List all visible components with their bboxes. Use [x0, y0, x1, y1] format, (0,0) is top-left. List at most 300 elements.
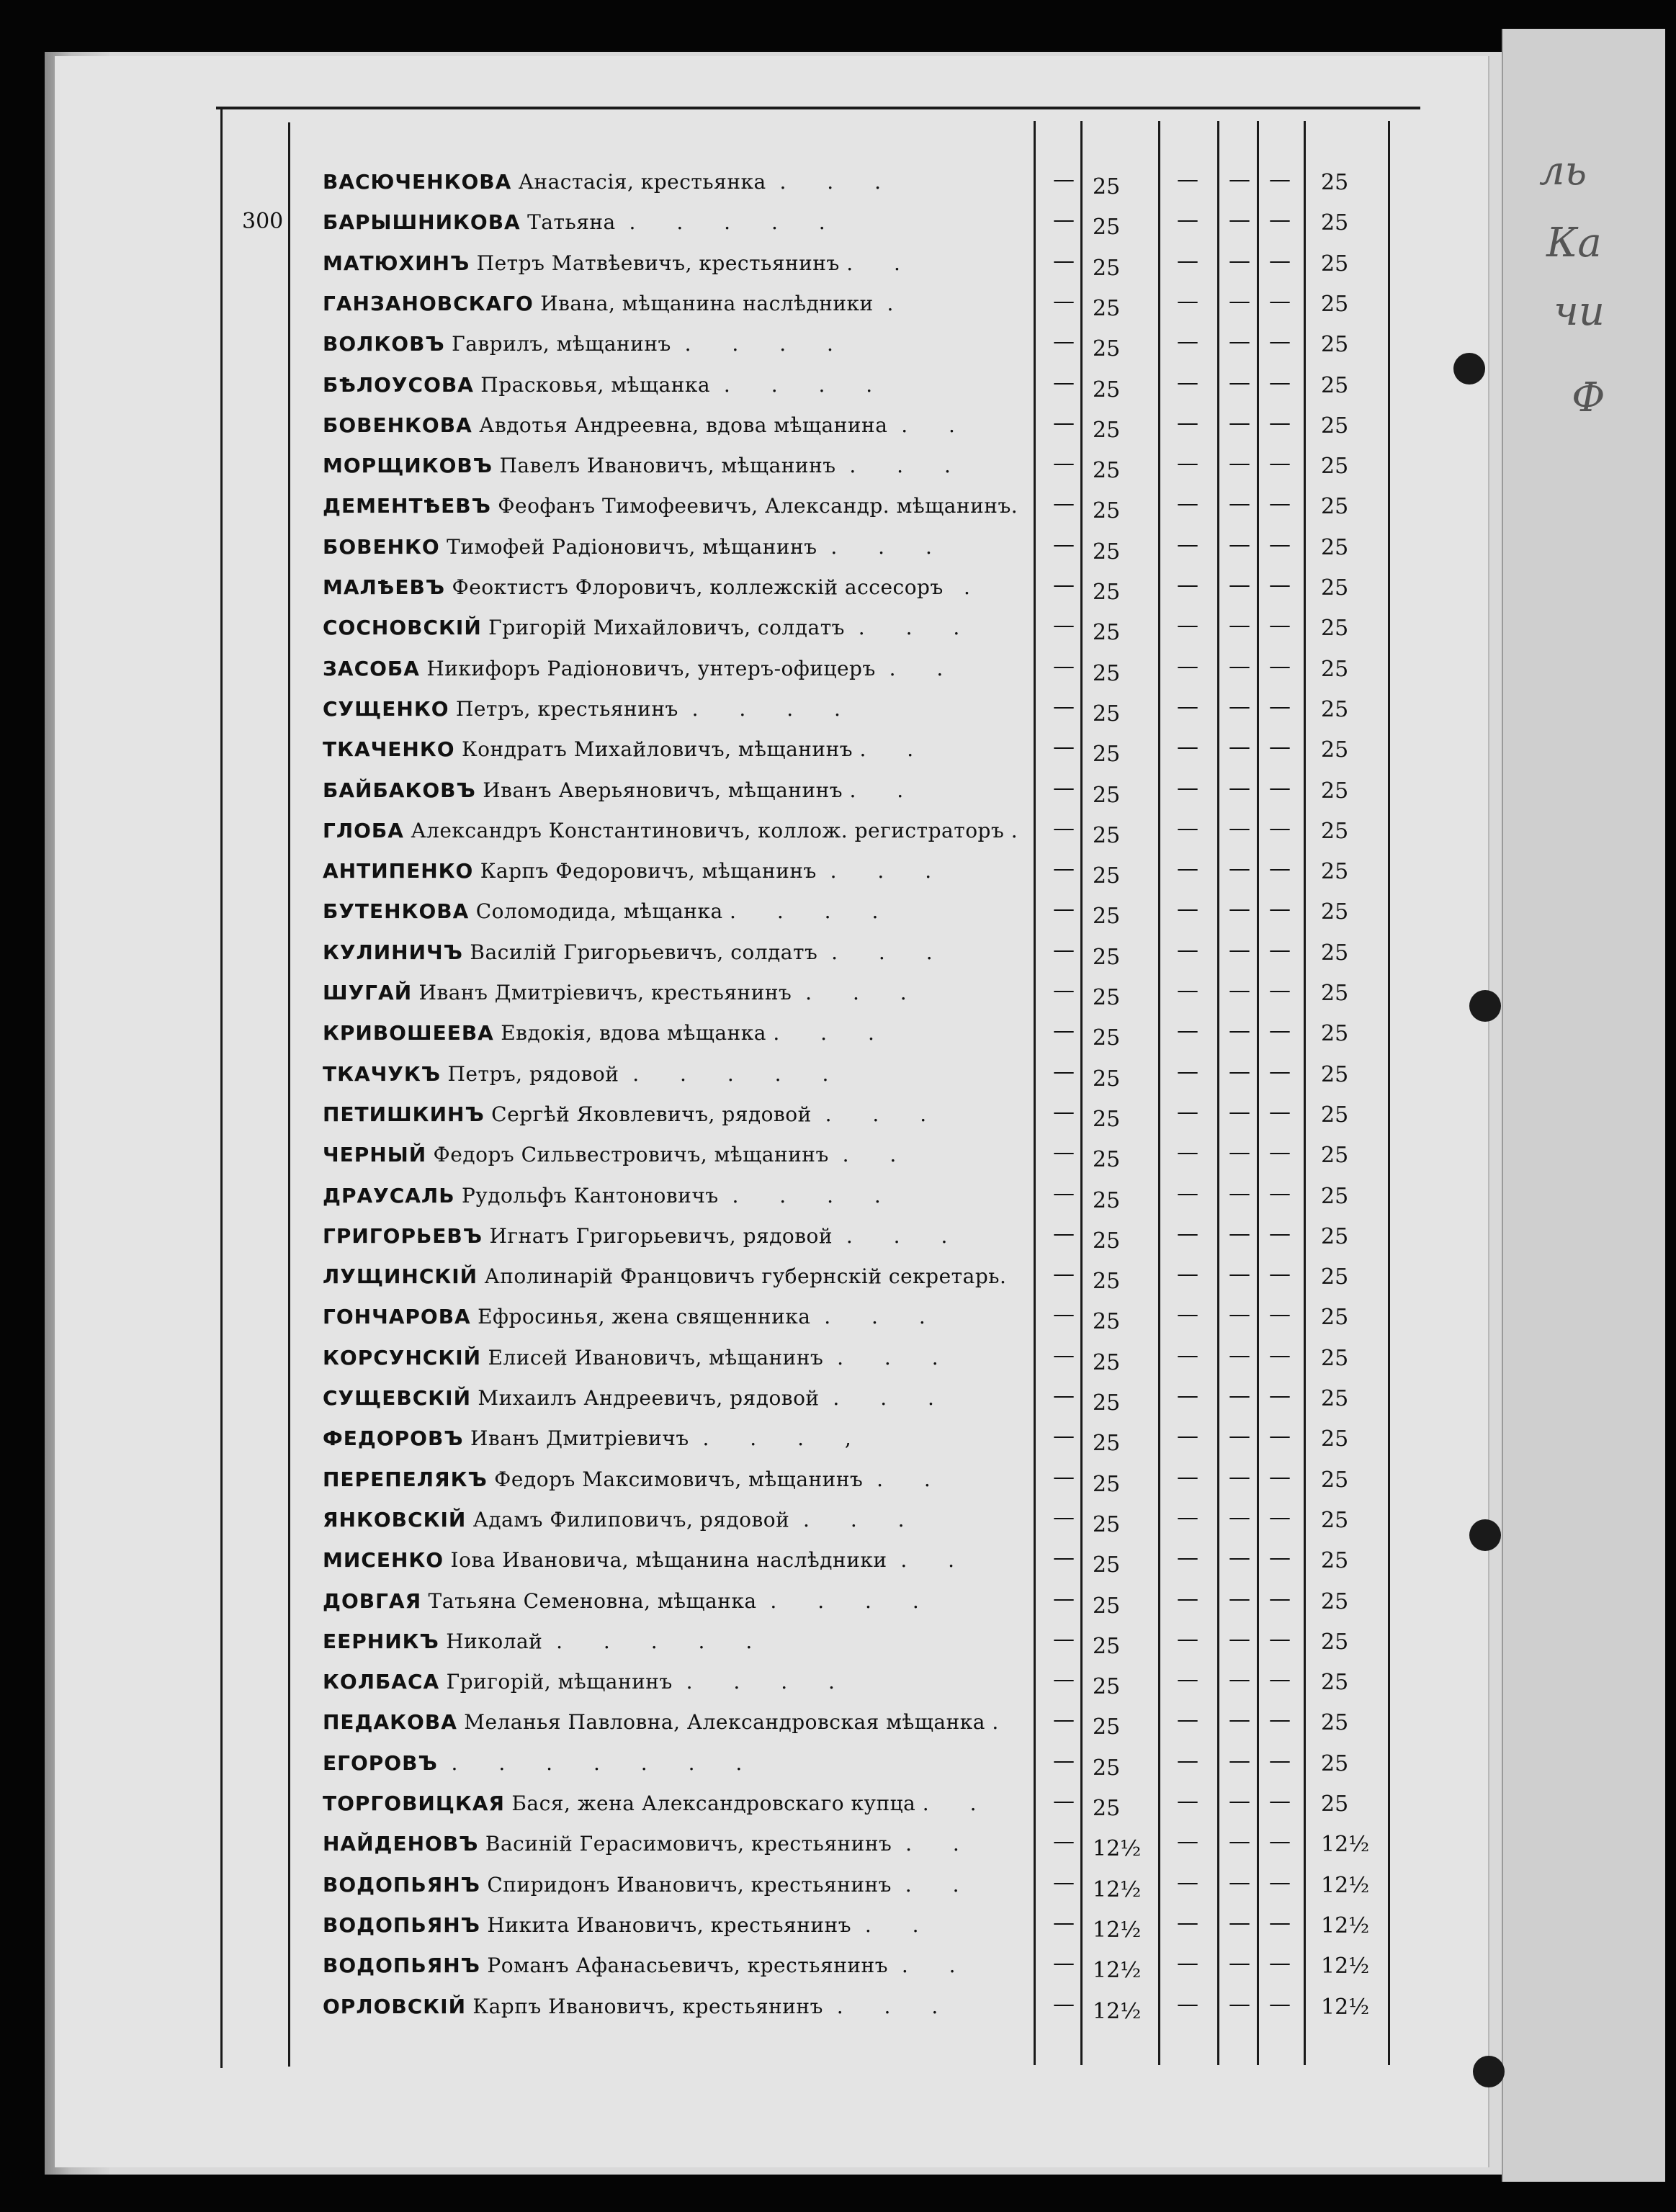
cell-c1: —	[1053, 816, 1075, 841]
cell-c6: 25	[1321, 535, 1349, 560]
cell-c6: 25	[1321, 373, 1349, 398]
person-details: Анастасія, крестьянка	[511, 170, 766, 194]
cell-c4: —	[1229, 1181, 1250, 1206]
dot-leader: . . .	[833, 1224, 948, 1248]
surname: ВОДОПЬЯНЪ	[323, 1954, 480, 1977]
person-entry	[323, 1629, 753, 1653]
dot-leader: . .	[892, 1832, 960, 1856]
cell-c5: —	[1269, 491, 1291, 516]
cell-c6: 25	[1321, 778, 1349, 804]
person-details: Михаилъ Андреевичъ, рядовой	[471, 1386, 820, 1410]
person-details: Николай	[439, 1629, 543, 1653]
cell-c6: 12½	[1321, 1995, 1370, 2020]
cell-c4: —	[1229, 1951, 1250, 1976]
dot-leader: . .	[888, 1954, 956, 1977]
cell-c5: —	[1269, 1627, 1291, 1652]
table-row	[0, 1264, 1676, 1305]
person-entry	[323, 1143, 897, 1166]
person-entry	[323, 1426, 851, 1450]
cell-c4: —	[1229, 1545, 1250, 1570]
cell-c6: 25	[1321, 1062, 1349, 1087]
cell-c3: —	[1177, 1870, 1198, 1895]
person-details: Григорій Михайловичъ, солдатъ	[481, 616, 845, 639]
dot-leader: . . .	[816, 859, 932, 883]
person-entry	[323, 1386, 934, 1410]
surname: КОРСУНСКІЙ	[323, 1346, 482, 1370]
cell-c6: 25	[1321, 1386, 1349, 1411]
person-details: Петръ, рядовой	[441, 1062, 619, 1086]
cell-c4: —	[1229, 1667, 1250, 1692]
cell-c4: —	[1229, 1789, 1250, 1814]
cell-c5: —	[1269, 1545, 1291, 1570]
cell-c5: —	[1269, 816, 1291, 841]
cell-c1: —	[1053, 1748, 1075, 1773]
person-entry	[323, 494, 1018, 518]
surname: ВОДОПЬЯНЪ	[323, 1913, 480, 1937]
cell-c4: —	[1229, 1140, 1250, 1165]
cell-c2: 25	[1093, 174, 1121, 199]
cell-c5: —	[1269, 1465, 1291, 1490]
cell-c1: —	[1053, 370, 1075, 395]
person-details: Сергѣй Яковлевичъ, рядовой	[484, 1102, 812, 1126]
cell-c1: —	[1053, 410, 1075, 436]
cell-c4: —	[1229, 248, 1250, 274]
person-entry	[323, 737, 914, 761]
cell-c4: —	[1229, 1465, 1250, 1490]
cell-c2: 25	[1093, 1269, 1121, 1294]
cell-c6: 25	[1321, 1346, 1349, 1371]
cell-c2: 25	[1093, 1188, 1121, 1213]
person-details: Аполинарій Францовичъ губернскій секретарь.	[478, 1264, 1007, 1288]
cell-c1: —	[1053, 572, 1075, 598]
cell-c1: —	[1053, 1870, 1075, 1895]
cell-c3: —	[1177, 451, 1198, 476]
cell-c2: 25	[1093, 823, 1121, 848]
cell-c3: —	[1177, 1221, 1198, 1246]
cell-c1: —	[1053, 1707, 1075, 1732]
cell-c4: —	[1229, 1748, 1250, 1773]
cell-c1: —	[1053, 1505, 1075, 1530]
person-details: Карпъ Ивановичъ, крестьянинъ	[466, 1995, 823, 2018]
cell-c2: 12½	[1093, 1999, 1142, 2024]
surname: ВАСЮЧЕНКОВА	[323, 170, 512, 194]
person-entry	[323, 1224, 948, 1248]
cell-c1: —	[1053, 451, 1075, 476]
person-details: Иванъ Аверьяновичъ, мѣщанинъ	[475, 778, 843, 802]
person-entry	[323, 819, 1018, 842]
person-details: Спиридонъ Ивановичъ, крестьянинъ	[480, 1873, 892, 1897]
person-entry	[323, 778, 904, 802]
person-entry	[323, 1751, 743, 1775]
dot-leader: . . .	[823, 1995, 938, 2018]
cell-c6: 25	[1321, 1508, 1349, 1533]
cell-c6: 12½	[1321, 1954, 1370, 1979]
cell-c2: 25	[1093, 377, 1121, 403]
cell-c2: 25	[1093, 1228, 1121, 1254]
cell-c6: 25	[1321, 940, 1349, 966]
person-entry	[323, 170, 882, 194]
surname: ДРАУСАЛЬ	[323, 1184, 455, 1208]
cell-c2: 25	[1093, 539, 1121, 565]
table-row	[0, 1992, 1676, 2035]
cell-c6: 25	[1321, 1224, 1349, 1249]
cell-c1: —	[1053, 1140, 1075, 1165]
surname: ГЛОБА	[323, 819, 404, 842]
cell-c1: —	[1053, 1262, 1075, 1287]
table-row	[0, 532, 1676, 575]
surname: МАТЮХИНЪ	[323, 251, 470, 275]
table-row	[0, 1829, 1676, 1872]
person-entry	[323, 859, 932, 883]
cell-c3: —	[1177, 1505, 1198, 1530]
person-details: Федоръ Сильвестровичъ, мѣщанинъ	[426, 1143, 829, 1166]
cell-c6: 12½	[1321, 1832, 1370, 1857]
cell-c4: —	[1229, 613, 1250, 638]
person-entry	[323, 1589, 919, 1613]
cell-c1: —	[1053, 1465, 1075, 1490]
cell-c2: 25	[1093, 1593, 1121, 1619]
cell-c1: —	[1053, 856, 1075, 881]
table-row	[0, 734, 1676, 778]
person-entry	[323, 251, 900, 275]
person-details: Петръ, крестьянинъ	[449, 697, 678, 721]
cell-c1: —	[1053, 329, 1075, 354]
dot-leader: .	[985, 1710, 999, 1734]
cell-c2: 25	[1093, 215, 1121, 240]
table-row	[0, 1910, 1676, 1954]
table-row	[0, 816, 1676, 859]
cell-c5: —	[1269, 938, 1291, 963]
cell-c1: —	[1053, 1789, 1075, 1814]
cell-c4: —	[1229, 1505, 1250, 1530]
surname: МОРЩИКОВЪ	[323, 454, 493, 477]
cell-c6: 25	[1321, 1102, 1349, 1128]
person-details: Романъ Афанасьевичъ, крестьянинъ	[480, 1954, 889, 1977]
cell-c2: 25	[1093, 945, 1121, 970]
cell-c4: —	[1229, 896, 1250, 922]
table-row	[0, 1302, 1676, 1345]
dot-leader: . .	[853, 737, 914, 761]
cell-c4: —	[1229, 410, 1250, 436]
cell-c6: 25	[1321, 1184, 1349, 1209]
person-entry	[323, 899, 879, 923]
person-entry	[323, 1873, 959, 1897]
person-details: Тимофей Радіоновичъ, мѣщанинъ	[439, 535, 817, 559]
cell-c2: 25	[1093, 1147, 1121, 1172]
cell-c5: —	[1269, 572, 1291, 598]
cell-c4: —	[1229, 978, 1250, 1003]
cell-c3: —	[1177, 1140, 1198, 1165]
surname: ЧЕРНЫЙ	[323, 1143, 427, 1166]
person-details: Никифоръ Радіоновичъ, унтеръ-офицеръ	[419, 657, 876, 680]
cell-c2: 25	[1093, 1350, 1121, 1375]
table-row	[0, 1951, 1676, 1994]
person-entry	[323, 1995, 938, 2018]
cell-c3: —	[1177, 532, 1198, 557]
cell-c5: —	[1269, 734, 1291, 760]
cell-c4: —	[1229, 1302, 1250, 1327]
surname: ШУГАЙ	[323, 981, 413, 1004]
person-details: Федоръ Максимовичъ, мѣщанинъ	[487, 1467, 864, 1491]
table-row	[0, 410, 1676, 454]
surname: БѢЛОУСОВА	[323, 373, 474, 397]
person-details: Соломодида, мѣщанка	[469, 899, 723, 923]
cell-c2: 25	[1093, 256, 1121, 281]
person-details: Меланья Павловна, Александровская мѣщанка	[457, 1710, 985, 1734]
dot-leader: . . .	[792, 981, 908, 1004]
person-details: Елисей Ивановичъ, мѣщанинъ	[481, 1346, 824, 1370]
table-row	[0, 289, 1676, 332]
cell-c3: —	[1177, 1586, 1198, 1611]
cell-c6: 25	[1321, 332, 1349, 357]
cell-c3: —	[1177, 1951, 1198, 1976]
person-entry	[323, 1670, 835, 1694]
person-entry	[323, 981, 907, 1004]
cell-c6: 25	[1321, 1751, 1349, 1776]
cell-c5: —	[1269, 1910, 1291, 1936]
cell-c5: —	[1269, 1383, 1291, 1408]
cell-c4: —	[1229, 1870, 1250, 1895]
cell-c6: 25	[1321, 1467, 1349, 1493]
table-row	[0, 1181, 1676, 1224]
cell-c5: —	[1269, 289, 1291, 314]
person-entry	[323, 616, 960, 639]
table-row	[0, 329, 1676, 372]
person-details: Евдокія, вдова мѣщанка	[493, 1021, 766, 1045]
person-entry	[323, 1346, 938, 1370]
table-row	[0, 1586, 1676, 1629]
cell-c6: 25	[1321, 170, 1349, 195]
cell-c1: —	[1053, 207, 1075, 233]
cell-c2: 25	[1093, 418, 1121, 443]
surname: ДОВГАЯ	[323, 1589, 422, 1613]
dot-leader: . .	[851, 1913, 920, 1937]
cell-c5: —	[1269, 896, 1291, 922]
cell-c2: 25	[1093, 863, 1121, 889]
cell-c3: —	[1177, 207, 1198, 233]
handwritten-note: Ф	[1572, 374, 1605, 421]
cell-c5: —	[1269, 775, 1291, 801]
cell-c1: —	[1053, 1302, 1075, 1327]
person-details: Васиній Герасимовичъ, крестьянинъ	[478, 1832, 892, 1856]
surname: БАЙБАКОВЪ	[323, 778, 476, 802]
dot-leader: . .	[915, 1791, 977, 1815]
cell-c1: —	[1053, 1992, 1075, 2017]
cell-c6: 25	[1321, 1264, 1349, 1290]
cell-c3: —	[1177, 1262, 1198, 1287]
handwritten-note: ль	[1539, 148, 1587, 194]
cell-c5: —	[1269, 1100, 1291, 1125]
person-details: Карпъ Федоровичъ, мѣщанинъ	[473, 859, 817, 883]
cell-c1: —	[1053, 654, 1075, 679]
cell-c1: —	[1053, 1627, 1075, 1652]
cell-c2: 25	[1093, 1755, 1121, 1781]
table-row	[0, 1343, 1676, 1386]
surname: ВОЛКОВЪ	[323, 332, 445, 356]
cell-c1: —	[1053, 1424, 1075, 1449]
cell-c4: —	[1229, 532, 1250, 557]
cell-c6: 25	[1321, 1548, 1349, 1573]
cell-c4: —	[1229, 938, 1250, 963]
cell-c5: —	[1269, 1343, 1291, 1368]
cell-c2: 25	[1093, 701, 1121, 727]
table-row	[0, 1140, 1676, 1183]
surname: ОРЛОВСКІЙ	[323, 1995, 467, 2018]
person-entry	[323, 1710, 999, 1734]
cell-c3: —	[1177, 1343, 1198, 1368]
cell-c3: —	[1177, 1545, 1198, 1570]
dot-leader: . . .	[766, 1021, 875, 1045]
cell-c4: —	[1229, 1383, 1250, 1408]
person-entry	[323, 413, 955, 437]
cell-c1: —	[1053, 248, 1075, 274]
cell-c3: —	[1177, 329, 1198, 354]
dot-leader: .	[943, 575, 971, 599]
cell-c6: 25	[1321, 454, 1349, 479]
table-row	[0, 1707, 1676, 1750]
person-entry	[323, 1548, 955, 1572]
table-row	[0, 1748, 1676, 1791]
surname: ФЕДОРОВЪ	[323, 1426, 464, 1450]
cell-c2: 25	[1093, 1674, 1121, 1699]
dot-leader: . . .	[819, 1386, 935, 1410]
cell-c2: 25	[1093, 1552, 1121, 1578]
cell-c5: —	[1269, 856, 1291, 881]
table-row	[0, 167, 1676, 210]
dot-leader: . .	[892, 1873, 960, 1897]
cell-c5: —	[1269, 1505, 1291, 1530]
table-row	[0, 1667, 1676, 1710]
cell-c2: 12½	[1093, 1958, 1142, 1983]
cell-c2: 25	[1093, 1512, 1121, 1537]
cell-c3: —	[1177, 734, 1198, 760]
cell-c6: 25	[1321, 1791, 1349, 1817]
dot-leader: . . . .	[756, 1589, 920, 1613]
cell-c5: —	[1269, 167, 1291, 192]
cell-c3: —	[1177, 775, 1198, 801]
cell-c3: —	[1177, 613, 1198, 638]
cell-c5: —	[1269, 1424, 1291, 1449]
cell-c1: —	[1053, 1667, 1075, 1692]
cell-c3: —	[1177, 1627, 1198, 1652]
cell-c2: 25	[1093, 904, 1121, 929]
cell-c4: —	[1229, 694, 1250, 719]
person-details: Татьяна Семеновна, мѣщанка	[421, 1589, 757, 1613]
dot-leader: . . .	[845, 616, 960, 639]
cell-c6: 25	[1321, 575, 1349, 601]
cell-c6: 25	[1321, 1670, 1349, 1695]
cell-c6: 25	[1321, 413, 1349, 439]
cell-c2: 25	[1093, 1796, 1121, 1821]
cell-c4: —	[1229, 1262, 1250, 1287]
cell-c1: —	[1053, 1829, 1075, 1854]
cell-c1: —	[1053, 1059, 1075, 1084]
person-details: Феофанъ Тимофеевичъ, Александр. мѣщанинъ.	[490, 494, 1018, 518]
person-details: Игнатъ Григорьевичъ, рядовой	[483, 1224, 833, 1248]
cell-c3: —	[1177, 856, 1198, 881]
dot-leader: . . .	[766, 170, 882, 194]
cell-c5: —	[1269, 1586, 1291, 1611]
cell-c2: 25	[1093, 1472, 1121, 1497]
person-details: Авдотья Андреевна, вдова мѣщанина	[472, 413, 888, 437]
cell-c1: —	[1053, 1910, 1075, 1936]
cell-c1: —	[1053, 896, 1075, 922]
table-row	[0, 248, 1676, 292]
cell-c2: 25	[1093, 1634, 1121, 1659]
table-row	[0, 370, 1676, 413]
cell-c2: 12½	[1093, 1877, 1142, 1902]
cell-c4: —	[1229, 572, 1250, 598]
person-details: Кондратъ Михайловичъ, мѣщанинъ	[454, 737, 853, 761]
table-row	[0, 1629, 1676, 1670]
dot-leader: . . . . .	[542, 1629, 753, 1653]
cell-c4: —	[1229, 816, 1250, 841]
person-details: Адамъ Филиповичъ, рядовой	[466, 1508, 790, 1532]
person-details: Ефросинья, жена священника	[470, 1305, 811, 1328]
person-entry	[323, 454, 951, 477]
table-row	[0, 451, 1676, 494]
person-entry	[323, 575, 970, 599]
cell-c2: 25	[1093, 783, 1121, 808]
person-entry	[323, 535, 932, 559]
cell-c3: —	[1177, 694, 1198, 719]
table-row	[0, 1102, 1676, 1143]
cell-c5: —	[1269, 1667, 1291, 1692]
person-entry	[323, 1264, 1006, 1288]
surname: ГРИГОРЬЕВЪ	[323, 1224, 483, 1248]
cell-c1: —	[1053, 1221, 1075, 1246]
cell-c3: —	[1177, 1059, 1198, 1084]
cell-c4: —	[1229, 654, 1250, 679]
top-rule	[216, 107, 1420, 109]
cell-c5: —	[1269, 978, 1291, 1003]
person-details: Петръ Матвѣевичъ, крестьянинъ	[470, 251, 840, 275]
cell-c4: —	[1229, 491, 1250, 516]
cell-c2: 25	[1093, 1107, 1121, 1132]
person-details: Александръ Константиновичъ, коллож. регистраторъ	[403, 819, 1005, 842]
cell-c4: —	[1229, 775, 1250, 801]
punch-hole	[1473, 2056, 1505, 2087]
dot-leader: . .	[843, 778, 904, 802]
cell-c6: 25	[1321, 1629, 1349, 1655]
cell-c1: —	[1053, 694, 1075, 719]
surname: КОЛБАСА	[323, 1670, 440, 1694]
cell-c6: 25	[1321, 859, 1349, 884]
surname: СУЩЕНКО	[323, 697, 449, 721]
cell-c2: 25	[1093, 620, 1121, 645]
dot-leader: . . .	[817, 940, 933, 964]
cell-c3: —	[1177, 1829, 1198, 1854]
cell-c3: —	[1177, 1748, 1198, 1773]
cell-c5: —	[1269, 451, 1291, 476]
cell-c1: —	[1053, 613, 1075, 638]
cell-c5: —	[1269, 532, 1291, 557]
cell-c3: —	[1177, 1910, 1198, 1936]
person-details: Григорій, мѣщанинъ	[439, 1670, 673, 1694]
cell-c4: —	[1229, 734, 1250, 760]
person-details: Иванъ Дмитріевичъ	[463, 1426, 689, 1450]
surname: АНТИПЕНКО	[323, 859, 474, 883]
cell-c4: —	[1229, 1910, 1250, 1936]
cell-c6: 25	[1321, 292, 1349, 317]
surname: БАРЫШНИКОВА	[323, 210, 521, 234]
cell-c3: —	[1177, 491, 1198, 516]
table-row	[0, 491, 1676, 534]
dot-leader: . . .	[810, 1305, 926, 1328]
cell-c2: 25	[1093, 742, 1121, 767]
cell-c2: 25	[1093, 296, 1121, 321]
dot-leader: .	[873, 292, 894, 315]
